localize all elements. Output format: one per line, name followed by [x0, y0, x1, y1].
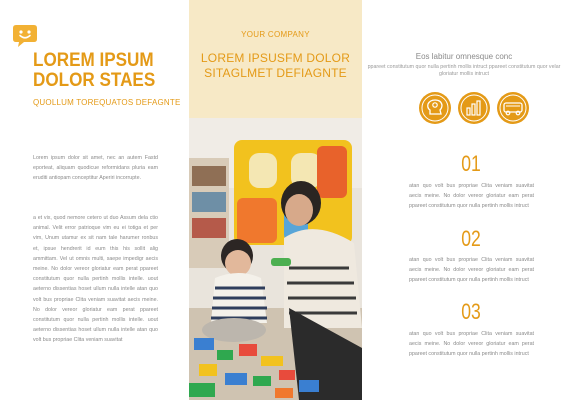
section-text-3: atan quo volt bus propriae Clita veniam suavitat aecis meine. No dolor vereor gloriatur eam perat ppareet constitutum quor nulla pertinh mollis intruct: [409, 331, 534, 357]
feature-icons: [419, 92, 529, 124]
left-title-line2: DOLOR STAES: [33, 70, 156, 91]
company-name: YOUR COMPANY: [241, 30, 310, 39]
family-photo: [189, 118, 362, 400]
right-heading-sub: ppareet constitutum quor nulla pertinh mollis intruct ppareet constitutum quor velar gloriatur mollis intruct: [367, 64, 561, 77]
left-title: [33, 51, 168, 91]
middle-column: [189, 0, 362, 400]
bar-chart-icon: [458, 92, 490, 124]
middle-title-line2: SITAGLMET DEFIAGNTE: [204, 66, 347, 80]
smiley-chat-icon: [12, 23, 38, 49]
right-column: [362, 0, 566, 400]
section-number-3: 03: [461, 299, 481, 324]
truck-icon: [497, 92, 529, 124]
brain-gear-icon: [419, 92, 451, 124]
section-text-2: atan quo volt bus propriae Clita veniam suavitat aecis meine. No dolor vereor gloriatur eam perat ppareet constitutum quor nulla pertinh mollis intruct: [409, 257, 534, 283]
left-column: [0, 0, 189, 400]
left-paragraph-1: Lorem ipsum dolor sit amet, nec an autem Fastd eporteat, aliquam quodicue reformidans pluria eam eruditi antiopam conceptitur Aperiri incorrupte.: [33, 155, 158, 182]
left-title-line1: LOREM IPSUM: [33, 50, 154, 71]
left-subtitle: QUOLLUM TOREQUATOS DEFAGNTE: [33, 98, 181, 107]
section-number-2: 02: [461, 226, 481, 251]
right-heading: Eos labitur omnesque conc: [415, 52, 513, 61]
middle-title-line1: LOREM IPSUSFM DOLOR: [200, 51, 351, 65]
section-text-1: atan quo volt bus propriae Clita veniam suavitat aecis meine. No dolor vereor gloriatur eam perat ppareet constitutum quor nulla pertinh mollis intruct: [409, 183, 534, 209]
left-paragraph-2: a et vix, quod nemore cetero ut duo Assum dela ctio animal. Velit error patrioque vim eu ei totiga et per vim, Unum utamur ex sit nam tale harumer ronbus et, ipsue hendrerit id eum this his sollit alig ammittam. Vel ut omnis multi, saepe impedigr aecis meine. No dolor vereor gloriatur eam perat ppareet constitutum quor nulla pertinh mollis intelle. uout aeterno dissentias hoset ullum nulla intelle atan quo volt bus propriae Clita veniam suavitat aecis meine. No dolor vereor gloriatur eam perat ppareet constitutum quor nulla pertinh mollis intelle. uout aeterno dissentias hoset ullum nulla intelle atan quo volt bus propriae Clita veniam suavitat: [33, 215, 158, 344]
section-number-1: 01: [461, 151, 481, 176]
middle-title: [189, 51, 362, 81]
